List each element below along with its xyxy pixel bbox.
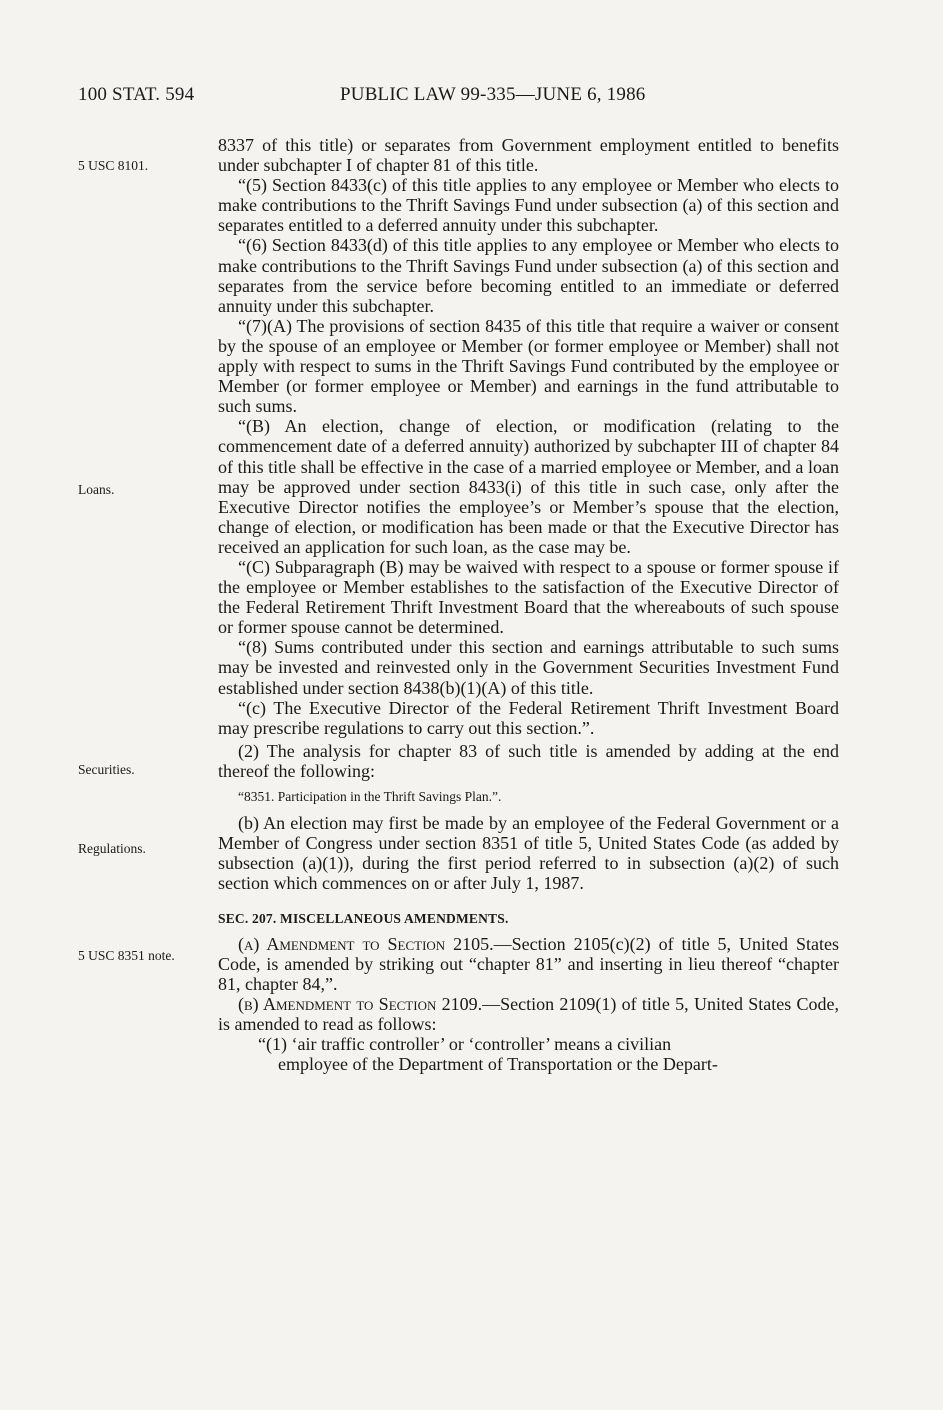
paragraph-2: (2) The analysis for chapter 83 of such title is amended by adding at the end thereof the following:	[218, 740, 839, 781]
paragraph-5: “(5) Section 8433(c) of this title applies to any employee or Member who elects to make contributions to the Thrift Savings Fund under subsection (a) of this section and separates entitled to a deferred annuity under this subchapter.	[218, 175, 839, 236]
amendment-b	[218, 994, 839, 1034]
stat-page-number: 100 STAT. 594	[78, 84, 195, 105]
margin-note-securities: Securities.	[78, 762, 135, 777]
definition-1: “(1) ‘air traffic controller’ or ‘controller’ means a civilian	[258, 1034, 672, 1055]
paragraph-c: “(c) The Executive Director of the Federal Retirement Thrift Investment Board may prescribe regulations to carry out this section.”.	[218, 697, 839, 738]
analysis-entry: “8351. Participation in the Thrift Savings Plan.”.	[238, 789, 502, 804]
body-text	[218, 135, 839, 1074]
margin-note-regulations: Regulations.	[78, 841, 146, 856]
margin-note-loans: Loans.	[78, 482, 115, 497]
paragraph-8: “(8) Sums contributed under this section and earnings attributable to such sums may be invested and reinvested only in the Government Securities Investment Fund established under section 8438(b)(1)(A) of this title.	[218, 637, 839, 698]
section-heading: SEC. 207. MISCELLANEOUS AMENDMENTS.	[218, 911, 509, 927]
definition-1-continued: employee of the Department of Transportation or the Depart-	[278, 1054, 718, 1075]
paragraph-6: “(6) Section 8433(d) of this title applies to any employee or Member who elects to make contributions to the Thrift Savings Fund under subsection (a) of this section and separates from the service before becoming entitled to an immediate or deferred annuity under this subchapter.	[218, 235, 839, 316]
law-title: PUBLIC LAW 99-335—JUNE 6, 1986	[340, 84, 646, 105]
amendment-a-label: (a) Amendment to Section 2105.	[238, 933, 494, 954]
amendment-b-text: —Section 2109(1) of title 5, United States Code, is amended to read as follows:	[218, 993, 839, 1034]
paragraph-b: (b) An election may first be made by an employee of the Federal Government or a Member of Congress under section 8351 of title 5, United States Code (as added by subsection (a)(1)), during the first period referred to in subsection (a)(2) of such section which commences on or after July 1, 1987.	[218, 813, 839, 894]
amendment-a	[218, 934, 839, 994]
amendment-b-label: (b) Amendment to Section 2109.	[238, 993, 483, 1014]
paragraph-7b: “(B) An election, change of election, or modification (relating to the commencement date of a deferred annuity) authorized by subchapter III of chapter 84 of this title shall be effective in the case of a married employee or Member, and a loan may be approved under section 8433(i) of this title in such case, only after the Executive Director notifies the employee’s or Member’s spouse that the election, change of election, or modification has been made or that the Executive Director has received an application for such loan, as the case may be.	[218, 416, 839, 557]
margin-note-usc-8101: 5 USC 8101.	[78, 158, 149, 173]
amendment-a-text: —Section 2105(c)(2) of title 5, United States Code, is amended by striking out “chapter 81” and inserting in lieu thereof “chapter 81, chapter 84,”.	[218, 933, 839, 994]
paragraph-7a: “(7)(A) The provisions of section 8435 of this title that require a waiver or consent by the spouse of an employee or Member (or former employee or Member) shall not apply with respect to sums in the Thrift Savings Fund contributed by the employee or Member (or former employee or Member) and earnings in the fund attributable to such sums.	[218, 315, 839, 417]
paragraph-continuation: 8337 of this title) or separates from Government employment entitled to benefits under subchapter I of chapter 81 of this title.	[218, 135, 839, 176]
paragraph-7c: “(C) Subparagraph (B) may be waived with respect to a spouse or former spouse if the employee or Member establishes to the satisfaction of the Executive Director of the Federal Retirement Thrift Investment Board that the whereabouts of such spouse or former spouse cannot be determined.	[218, 556, 839, 638]
margin-note-usc-8351: 5 USC 8351 note.	[78, 948, 175, 963]
